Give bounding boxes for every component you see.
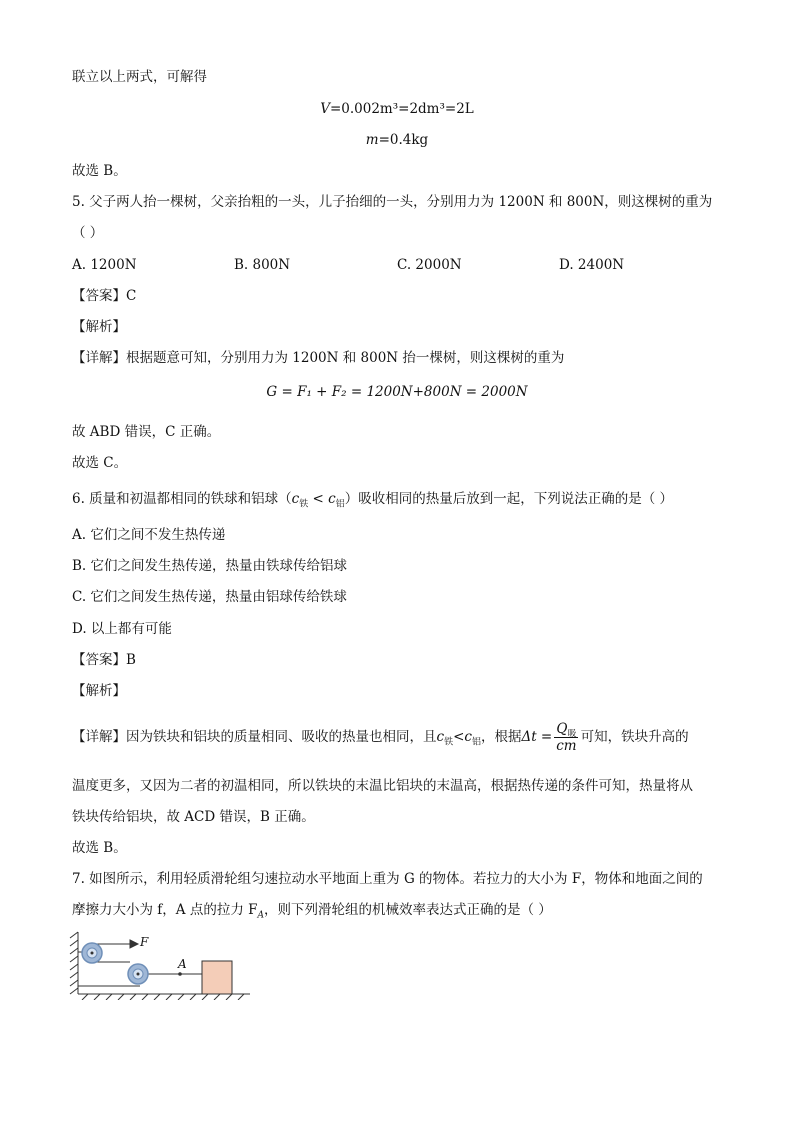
q6-stem [72,490,673,508]
q6-option-b: B. 它们之间发生热传递，热量由铁球传给铝球 [72,558,348,574]
q6-option-c: C. 它们之间发生热传递，热量由铝球传给铁球 [72,589,347,605]
q5-formula: G = F₁ + F₂ = 1200N+800N = 2000N [266,384,528,400]
q6-select: 故选 B。 [72,840,127,856]
q6-analysis: 【解析】 [72,683,126,699]
q5-stem: 5. 父子两人抬一棵树，父亲抬粗的一头，儿子抬细的一头，分别用力为 1200N 和 800N，则这棵树的重为 [72,194,713,210]
q6-detail-c: 可知，铁块升高的 [580,729,689,745]
q6-c-iron: c [291,491,300,507]
q5-option-c: C. 2000N [397,257,462,273]
q6-detail [72,720,689,754]
q6-detail-c-al: c [464,729,472,745]
q7-stem-2b: ，则下列滑轮组的机械效率表达式正确的是（ ） [264,902,552,918]
q5-option-b: B. 800N [234,257,291,273]
q6-answer: 【答案】B [72,652,136,668]
q6-detail-sub-al: 铝 [471,737,481,748]
equation-mass-rest: =0.4kg [378,132,429,148]
q5-select: 故选 C。 [72,455,128,471]
ground [78,994,250,1000]
equation-volume [0,100,794,118]
q7-stem: 7. 如图所示，利用轻质滑轮组匀速拉动水平地面上重为 G 的物体。若拉力的大小为 F，物体和地面之间的 [72,871,703,887]
q6-line3: 铁块传给铝块，故 ACD 错误，B 正确。 [72,809,315,825]
q6-fraction-denominator: cm [556,738,577,754]
q6-delta-t: Δt = [521,729,553,745]
q6-detail-a: 【详解】因为铁块和铝块的质量相同、吸收的热量也相同，且 [72,729,437,745]
q6-sub-al: 铝 [335,499,345,510]
label-f: F [140,935,149,949]
var-m: m [365,132,379,148]
q6-detail-lt: < [453,729,465,745]
q6-stem-a: 6. 质量和初温都相同的铁球和铝球（ [72,491,292,507]
q6-detail-sub-iron: 铁 [444,737,454,748]
select-b: 故选 B。 [72,163,127,179]
q6-fraction-numerator: $Q_吸$ [556,721,577,740]
q6-stem-b: ）吸收相同的热量后放到一起，下列说法正确的是（ ） [344,491,674,507]
q5-conclusion: 故 ABD 错误，C 正确。 [72,424,221,440]
equation-volume-rest: =0.002m³=2dm³=2L [329,101,474,117]
point-a [178,972,182,976]
q6-c-al: c [328,491,336,507]
q5-analysis: 【解析】 [72,319,126,335]
q6-fraction [554,721,578,754]
q6-option-d: D. 以上都有可能 [72,621,172,637]
fixed-pulley [82,943,102,963]
q5-answer: 【答案】C [72,288,137,304]
equation-mass [0,131,794,149]
var-v: V [320,101,330,117]
q6-fraction-sub: 吸 [567,729,577,740]
q6-detail-b: ，根据 [480,729,522,745]
q6-lt: < [308,491,329,507]
q6-sub-iron: 铁 [299,499,309,510]
q6-option-a: A. 它们之间不发生热传递 [72,527,226,543]
q5-option-d: D. 2400N [559,257,625,273]
q6-detail-c-iron: c [436,729,445,745]
wall [70,932,78,994]
pulley-figure [68,928,258,1000]
force-arrow [102,940,138,948]
label-a: A [178,957,187,971]
q6-line2: 温度更多，又因为二者的初温相同，所以铁块的末温比铝块的末温高，根据热传递的条件可知，热量将从 [72,778,693,794]
movable-pulley [128,964,148,984]
q7-stem-2 [72,901,552,919]
solve-text: 联立以上两式，可解得 [72,69,207,85]
q5-option-a: A. 1200N [72,257,137,273]
block [202,961,232,994]
q7-sub-a: A [257,910,264,921]
q5-detail: 【详解】根据题意可知，分别用力为 1200N 和 800N 抬一棵树，则这棵树的重为 [72,350,565,366]
q7-stem-2a: 摩擦力大小为 f，A 点的拉力 F [72,902,258,918]
q5-stem-bracket: （ ） [72,225,104,241]
